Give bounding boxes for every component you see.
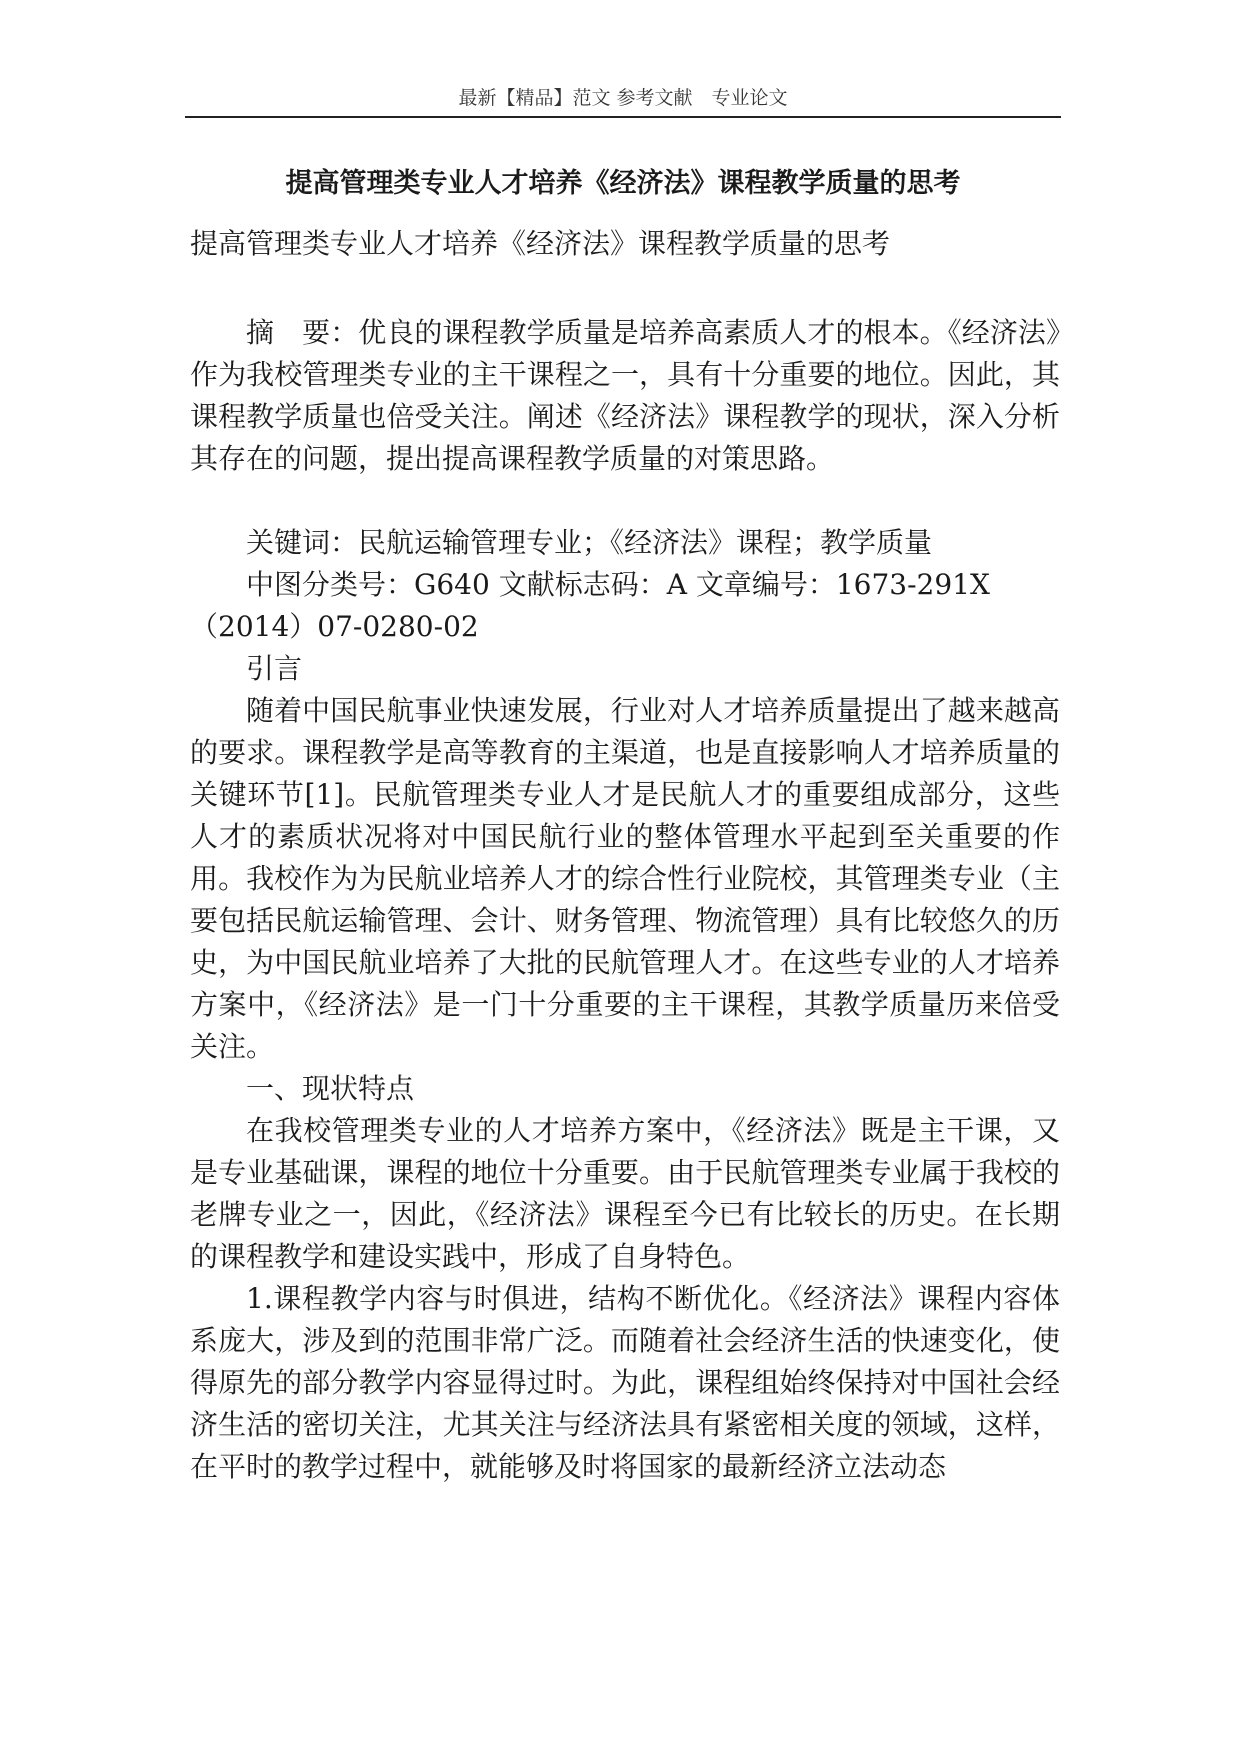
running-header: 最新【精品】范文 参考文献 专业论文	[458, 87, 788, 109]
document-title: 提高管理类专业人才培养《经济法》课程教学质量的思考	[285, 168, 961, 199]
issue-line: （2014）07-0280-02	[190, 610, 479, 643]
section-heading: 一、现状特点	[246, 1072, 415, 1105]
intro-paragraph: 随着中国民航事业快速发展，行业对人才培养质量提出了越来越高的要求。课程教学是高等教育的主渠道，也是直接影响人才培养质量的关键环节[1]。民航管理类专业人才是民航人才的重要组成部分，这些人才的素质状况将对中国民航行业的整体管理水平起到至关重要的作用。我校作为为民航业培养人才的综合性行业院校，其管理类专业（主要包括民航运输管理、会计、财务管理、物流管理）具有比较悠久的历史，为中国民航业培养了大批的民航管理人才。在这些专业的人才培养方案中，《经济法》是一门十分重要的主干课程，其教学质量历来倍受关注。	[190, 694, 1060, 1063]
header-rule	[185, 116, 1061, 118]
abstract-paragraph: 摘 要：优良的课程教学质量是培养高素质人才的根本。《经济法》作为我校管理类专业的主干课程之一，具有十分重要的地位。因此，其课程教学质量也倍受关注。阐述《经济法》课程教学的现状，深入分析其存在的问题，提出提高课程教学质量的对策思路。	[190, 316, 1060, 475]
document-body	[190, 312, 1060, 1488]
section-paragraph: 在我校管理类专业的人才培养方案中，《经济法》既是主干课，又是专业基础课，课程的地位十分重要。由于民航管理类专业属于我校的老牌专业之一，因此，《经济法》课程至今已有比较长的历史。在长期的课程教学和建设实践中，形成了自身特色。	[190, 1114, 1060, 1273]
classification-line: 中图分类号：G640 文献标志码：A 文章编号：1673-291X	[246, 568, 990, 601]
intro-heading: 引言	[246, 652, 303, 685]
keywords-line: 关键词：民航运输管理专业；《经济法》课程；教学质量	[246, 526, 933, 559]
point-paragraph: 1.课程教学内容与时俱进，结构不断优化。《经济法》课程内容体系庞大，涉及到的范围非常广泛。而随着社会经济生活的快速变化，使得原先的部分教学内容显得过时。为此，课程组始终保持对中国社会经济生活的密切关注，尤其关注与经济法具有紧密相关度的领域，这样，在平时的教学过程中，就能够及时将国家的最新经济立法动态	[190, 1282, 1060, 1483]
spacer	[190, 480, 1060, 522]
document-subtitle: 提高管理类专业人才培养《经济法》课程教学质量的思考	[190, 227, 891, 260]
